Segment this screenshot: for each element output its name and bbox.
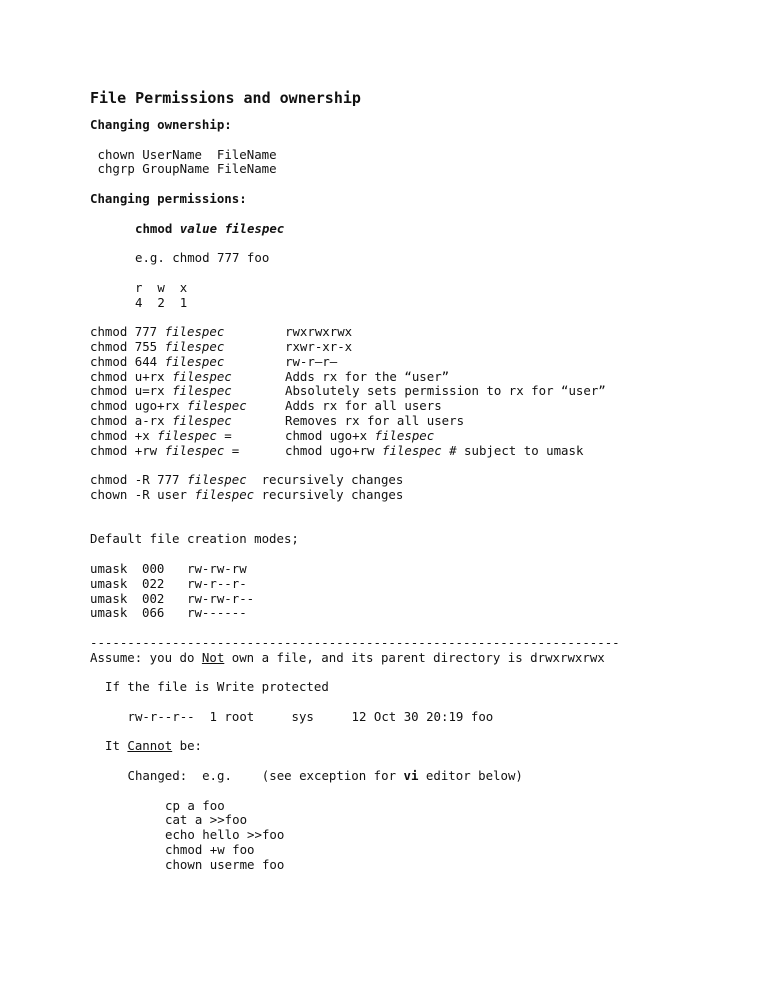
example-command: echo hello >>foo xyxy=(165,827,285,843)
umask-row: umask 066 rw------ xyxy=(90,605,247,621)
file-listing: rw-r--r-- 1 root sys 12 Oct 30 20:19 foo xyxy=(127,708,494,724)
document-page xyxy=(90,88,730,873)
changed-line: Changed: e.g. (see exception for vi editor below) xyxy=(127,768,523,784)
chmod-row: chmod 755 filespec rxwr-xr-x xyxy=(90,338,353,354)
recursive-line: chown -R user filespec recursively changes xyxy=(90,486,404,502)
chmod-row: chmod ugo+rx filespec Adds rx for all users xyxy=(90,398,442,414)
cannot-line: It Cannot be: xyxy=(105,738,202,754)
chmod-row: chmod 644 filespec rw-r–r– xyxy=(90,353,338,369)
bits-values: 4 2 1 xyxy=(135,294,188,310)
example-command: cp a foo xyxy=(165,797,225,813)
umask-row: umask 002 rw-rw-r-- xyxy=(90,590,255,606)
chmod-row: chmod 777 filespec rwxrwxrwx xyxy=(90,324,353,340)
chmod-syntax: chmod value filespec xyxy=(135,220,285,236)
ownership-line: chgrp GroupName FileName xyxy=(97,161,277,177)
example-command: cat a >>foo xyxy=(165,812,248,828)
umask-table xyxy=(90,562,730,621)
umask-heading: Default file creation modes; xyxy=(90,531,299,547)
chmod-row: chmod a-rx filespec Removes rx for all users xyxy=(90,412,465,428)
example-command: chmod +w foo xyxy=(165,842,255,858)
bits-letters: r w x xyxy=(135,279,188,295)
example-command: chown userme foo xyxy=(165,856,285,872)
chmod-row: chmod u+rx filespec Adds rx for the “user” xyxy=(90,368,450,384)
chmod-row: chmod +rw filespec = chmod ugo+rw filespec # subject to umask xyxy=(90,442,584,458)
chmod-row: chmod +x filespec = chmod ugo+x filespec xyxy=(90,427,435,443)
chmod-example: e.g. chmod 777 foo xyxy=(135,250,270,266)
permissions-heading: Changing permissions: xyxy=(90,190,247,206)
umask-row: umask 000 rw-rw-rw xyxy=(90,560,247,576)
assume-line: Assume: you do Not own a file, and its parent directory is drwxrwxrwx xyxy=(90,649,605,665)
divider: ----------------------------------------------------------------------- xyxy=(90,634,620,650)
recursive-line: chmod -R 777 filespec recursively changes xyxy=(90,472,404,488)
chmod-row: chmod u=rx filespec Absolutely sets permission to rx for “user” xyxy=(90,383,606,399)
ownership-line: chown UserName FileName xyxy=(97,146,277,162)
write-protected-intro: If the file is Write protected xyxy=(105,679,329,695)
page-title: File Permissions and ownership xyxy=(90,89,361,107)
ownership-heading: Changing ownership: xyxy=(90,117,232,132)
chmod-table xyxy=(90,325,730,458)
umask-row: umask 022 rw-r--r- xyxy=(90,575,247,591)
